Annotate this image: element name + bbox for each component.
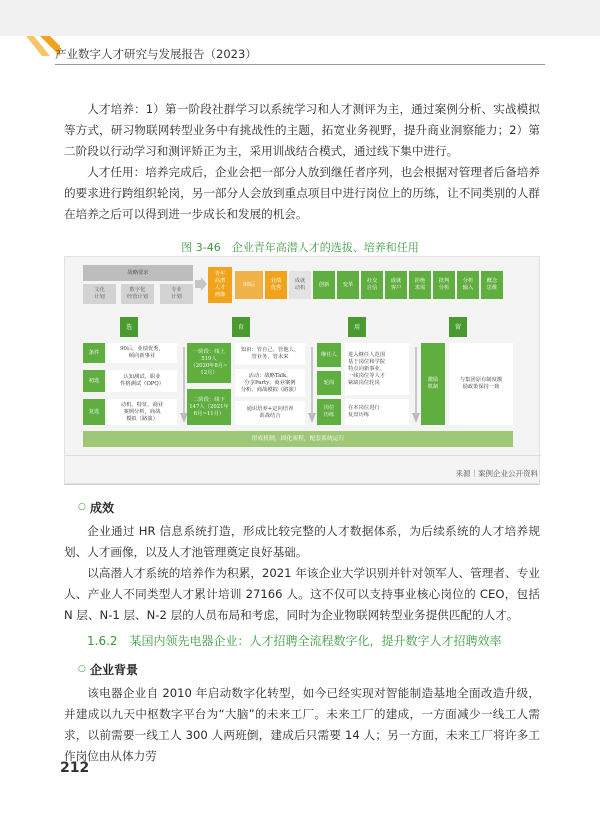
phase-train: 育 (232, 317, 250, 337)
portrait-label: 青年 高潜 人才 画像 (208, 267, 232, 303)
figure-divider (65, 455, 541, 456)
bottom-bar: 形成机制，固化流程，配套系统运行 (83, 431, 513, 447)
strategy-item: 专业 计划 (160, 284, 193, 304)
portrait-item: 拒绝 求需 (409, 271, 431, 299)
portrait-item: 社交 自信 (361, 271, 383, 299)
paragraph-background: 该电器企业自 2010 年启动数字化转型，如今已经实现对智能制造基地全面改造升级，并建成以九天中枢数字平台为“大脑”的未来工厂。未来工厂的建成，一方面减少一线工人需求，以前需要一线工人 300 人两班倒，建成后只需要 14 人；另一方面，未来工厂将许多工作岗位由从体力劳 (64, 686, 540, 763)
header-rule (55, 64, 545, 65)
select-row-text: 90后，业绩优秀， 倾向新事业 (107, 343, 177, 363)
train-activity: 活动：战略Talk， 分享Party、商业案例 分析、商战模拟（路演） (235, 369, 305, 397)
use-label: 继任人 (317, 343, 341, 367)
portrait-item: 成就 客户 (385, 271, 407, 299)
train-knowledge: 知识：管自己、管他人、 管业务、管未来 (235, 343, 305, 365)
use-label: 轮岗 (317, 371, 341, 395)
section-heading: 1.6.2 某国内领先电器企业：人才招聘全流程数字化，提升数字人才招聘效率 (87, 634, 502, 648)
corner-chevron-icon (0, 36, 60, 66)
train-stage-two: 二阶段：线下 147人（2021年 6月~11月） (187, 389, 231, 425)
figure-diagram (64, 256, 540, 484)
retain-policy: 与集团原有制度激 励政策保持一致 (449, 343, 513, 425)
use-label: 岗位 历练 (317, 399, 341, 425)
portrait-item: 分析 输入 (457, 271, 479, 299)
paragraph-results-one: 企业通过 HR 信息系统打造，形成比较完整的人才数据体系，为后续系统的人才培养规划、人才画像，以及人才池管理奠定良好基础。 (64, 524, 540, 559)
figure-source: 来源｜案例企业公开资料 (455, 469, 538, 478)
figure-title: 图 3-46 企业青年高潜人才的选拔、培养和任用 (181, 241, 419, 254)
strategy-item: 数字化 经营计划 (121, 284, 154, 304)
paragraph-appointment: 人才任用：培养完成后，企业会把一部分人放到继任者序列，也会根据对管理者后备培养的要求进行跨组织轮岗，另一部分人会放到重点项目中进行岗位上的历练，让不同类别的人群在培养之后可以得到进一步成长和发展的机会。 (64, 165, 540, 221)
subsection-title: 企业背景 (90, 663, 139, 677)
portrait-item: 90后 (235, 271, 263, 299)
subsection-title: 成效 (90, 501, 115, 515)
select-row-text: 动机、特征，商业 案例分析，商战 模拟（路演） (107, 399, 177, 425)
strategy-box: 战略要求 (83, 265, 193, 281)
arrow-down-icon (412, 347, 420, 423)
portrait-item: 批判 分析 (433, 271, 455, 299)
train-approach: 通识培养+定向培养 训战结合 (235, 401, 305, 425)
retain-mechanism: 激励 机制 (421, 343, 445, 425)
select-row-label: 初选 (83, 370, 105, 392)
use-text-review: 在本岗位进行 复盘历练 (345, 399, 409, 425)
paragraph-training: 人才培养：1）第一阶段社群学习以系统学习和人才测评为主，通过案例分析、实战模拟等方式，研习物联网转型业务中有挑战性的主题，拓宽业务视野，提升商业洞察能力；2）第二阶段以行动学习和测评矫正为主，采用训战结合模式，通过线下集中进行。 (64, 102, 540, 158)
phase-retain: 留 (449, 317, 467, 337)
page-number: 212 (60, 760, 90, 776)
train-stage-one: 一阶段：线上 519人 （2020年8月~ 12月） (187, 343, 231, 383)
portrait-item: 成就 动机 (289, 271, 311, 299)
select-row-text: 认知测试、职业 性格测试（OPQ） (107, 370, 177, 392)
running-header: 产业数字人才研究与发展报告（2023） (55, 47, 257, 61)
phase-use: 用 (348, 317, 366, 337)
phase-select: 选 (120, 317, 138, 337)
select-row-label: 条件 (83, 343, 105, 363)
strategy-item: 文化 计划 (83, 284, 116, 304)
use-text-rotation: 进入继任人范围 基于岗位和学院 特点向新事业、 一线岗位等人才 紧缺岗位轮岗 (345, 343, 409, 395)
arrow-right-icon (195, 277, 207, 291)
portrait-item: 创新 (313, 271, 335, 299)
arrow-down-icon (308, 347, 316, 423)
bullet-circle-icon: ○ (78, 664, 86, 674)
bullet-circle-icon: ○ (78, 502, 86, 512)
top-band (0, 0, 600, 36)
paragraph-results-two: 以高潜人才系统的培养作为积累，2021 年该企业大学识别并针对领军人、管理者、专业人、产业人不同类型人才累计培训 27166 人。这不仅可以支持事业核心岗位的 CEO，包括 N 层、N-1 层、N-2 层的人员布局和考虑，同时为企业物联网转型业务提供匹配的人才。 (64, 566, 540, 622)
portrait-item: 业绩 优秀 (265, 271, 287, 299)
portrait-item: 概念 思维 (481, 271, 503, 299)
select-row-label: 复选 (83, 399, 105, 425)
figure-bottom-rule (64, 484, 540, 485)
portrait-item: 变革 (337, 271, 359, 299)
